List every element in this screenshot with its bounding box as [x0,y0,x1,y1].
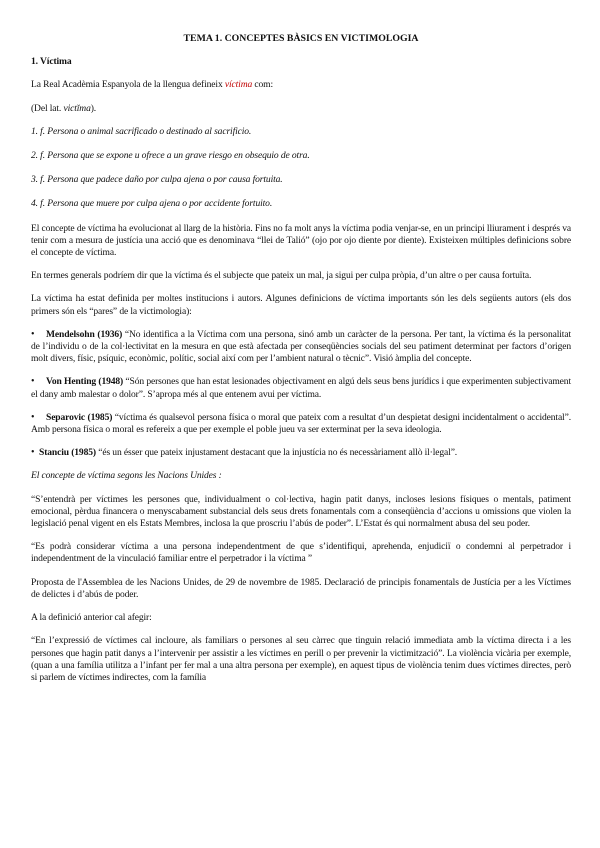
section-heading: 1. Víctima [31,56,72,68]
author-text: “Són persones que han estat lesionades objectivament en algú dels seus bens jurídics i que experimenten subjectivament el dany amb malestar o dolor”. S’apropa més al que entenem avui per víctima. [31,376,571,400]
intro-text: La Real Acadèmia Espanyola de la llengua defineix [31,79,225,91]
definition-item: 4. f. Persona que muere por culpa ajena o por accidente fortuito. [31,198,273,210]
document-title: TEMA 1. CONCEPTES BÀSICS EN VICTIMOLOGIA [183,33,419,44]
author-name: Separovic (1985) [46,411,113,423]
etymology-word: victĭma [63,102,91,114]
etymology-line [31,103,571,115]
add-paragraph: A la definició anterior cal afegir: [31,612,152,624]
definition-item: 2. f. Persona que se expone u ofrece a un grave riesgo en obsequio de otra. [31,150,310,162]
author-name: Stanciu (1985) [39,447,96,459]
un-quote-1: “S’entendrà per víctimes les persones que, individualment o col·lectiva, hagin patit danys, incloses lesions físiques o mentals, patiment emocional, pèrdua financera o menyscabament substancial dels seus drets fonamentals com a conseqüència d’accions u omissions que violen la legislació penal vigent en els Estats Membres, inclosa la que proscriu l’abús de poder”. L’Estat és qui normalment abusa del seu poder. [31,493,571,530]
un-heading: El concepte de víctima segons les Nacions Unides : [31,470,222,482]
author-text: “és un ésser que pateix injustament destacant que la injustícia no és necessàriament allò il·legal”. [95,447,458,459]
intro-tail: com: [252,79,274,91]
final-paragraph: “En l’expressió de víctimes cal incloure, als familiars o persones al seu càrrec que tinguin relació immediata amb la víctima directa i a les persones que hagin patit danys a l’intervenir per assistir a les víctimes en perill o per prevenir la victimització”. La violència vicària per exemple, (quan a una família utilitza a l’infant per fer mal a una altra persona per exemple), en aquest tipus de violència tenim dues víctimes directes, però si parlem de víctimes indirectes, com la família [31,635,571,683]
bullet-icon: • [31,411,35,423]
bullet-icon: • [31,328,35,340]
author-definition [31,329,571,366]
bullet-icon: • [31,447,35,459]
evolution-paragraph: El concepte de víctima ha evolucionat al llarg de la història. Fins no fa molt anys la víctima podia venjar-se, en un principi lliurament i després va tenir com a mesura de justícia una acció que es denominava “llei de Talió” (ojo por ojo diente por diente). Existeixen múltiples definicions sobre el concepte de víctima. [31,222,571,259]
definition-item: 1. f. Persona o animal sacrificado o destinado al sacrificio. [31,125,252,137]
highlighted-term: víctima [224,79,253,91]
bullet-icon: • [31,376,35,388]
author-definition [31,447,571,459]
author-text: “víctima és qualsevol persona física o moral que pateix com a resultat d’un despietat designi incidentalment o accidental”. Amb persona física o moral es refereix a que per exemple el poble jueu va ser exterminat per la seva ideologia. [31,411,571,436]
etymology-tail: ). [90,102,97,114]
author-name: Von Henting (1948) [46,376,124,388]
author-text: “No identifica a la Víctima com una persona, sinó amb un caràcter de la persona. Per tant, la víctima és la personalitat de l’individu o de la col·lectivitat en la mesura en que està afectada per conseqüències socials del seu patiment determinat per factors d’origen molt divers, físic, psíquic, econòmic, polític, social així com per l’ambient natural o tècnic”. Visió àmplia del concepte. [31,328,571,365]
etymology-text: (Del lat. [31,102,64,114]
author-definition [31,376,571,400]
author-name: Mendelsohn (1936) [46,328,123,340]
un-quote-2: “Es podrà considerar víctima a una persona independentment de que s’identifiqui, aprehenda, enjudiciï o condemni al perpetrador i independentment de la vinculació familiar entre el perpetrador i la víctima ” [31,541,571,565]
general-paragraph: En termes generals podríem dir que la víctima és el subjecte que pateix un mal, ja sigui per culpa pròpia, d’un altre o per causa fortuïta. [31,270,532,282]
proposal-paragraph: Proposta de l'Assemblea de les Nacions Unides, de 29 de novembre de 1985. Declaració de principis fonamentals de Justícia per a les Víctimes de delictes i d’abús de poder. [31,576,571,600]
intro-paragraph [31,79,571,91]
author-definition [31,412,571,436]
defined-paragraph: La víctima ha estat definida per moltes institucions i autors. Algunes definicions de víctima importants són les dels següents autors (els dos primers són els “pares” de la victimologia): [31,293,571,317]
definition-item: 3. f. Persona que padece daño por culpa ajena o por causa fortuita. [31,174,283,186]
